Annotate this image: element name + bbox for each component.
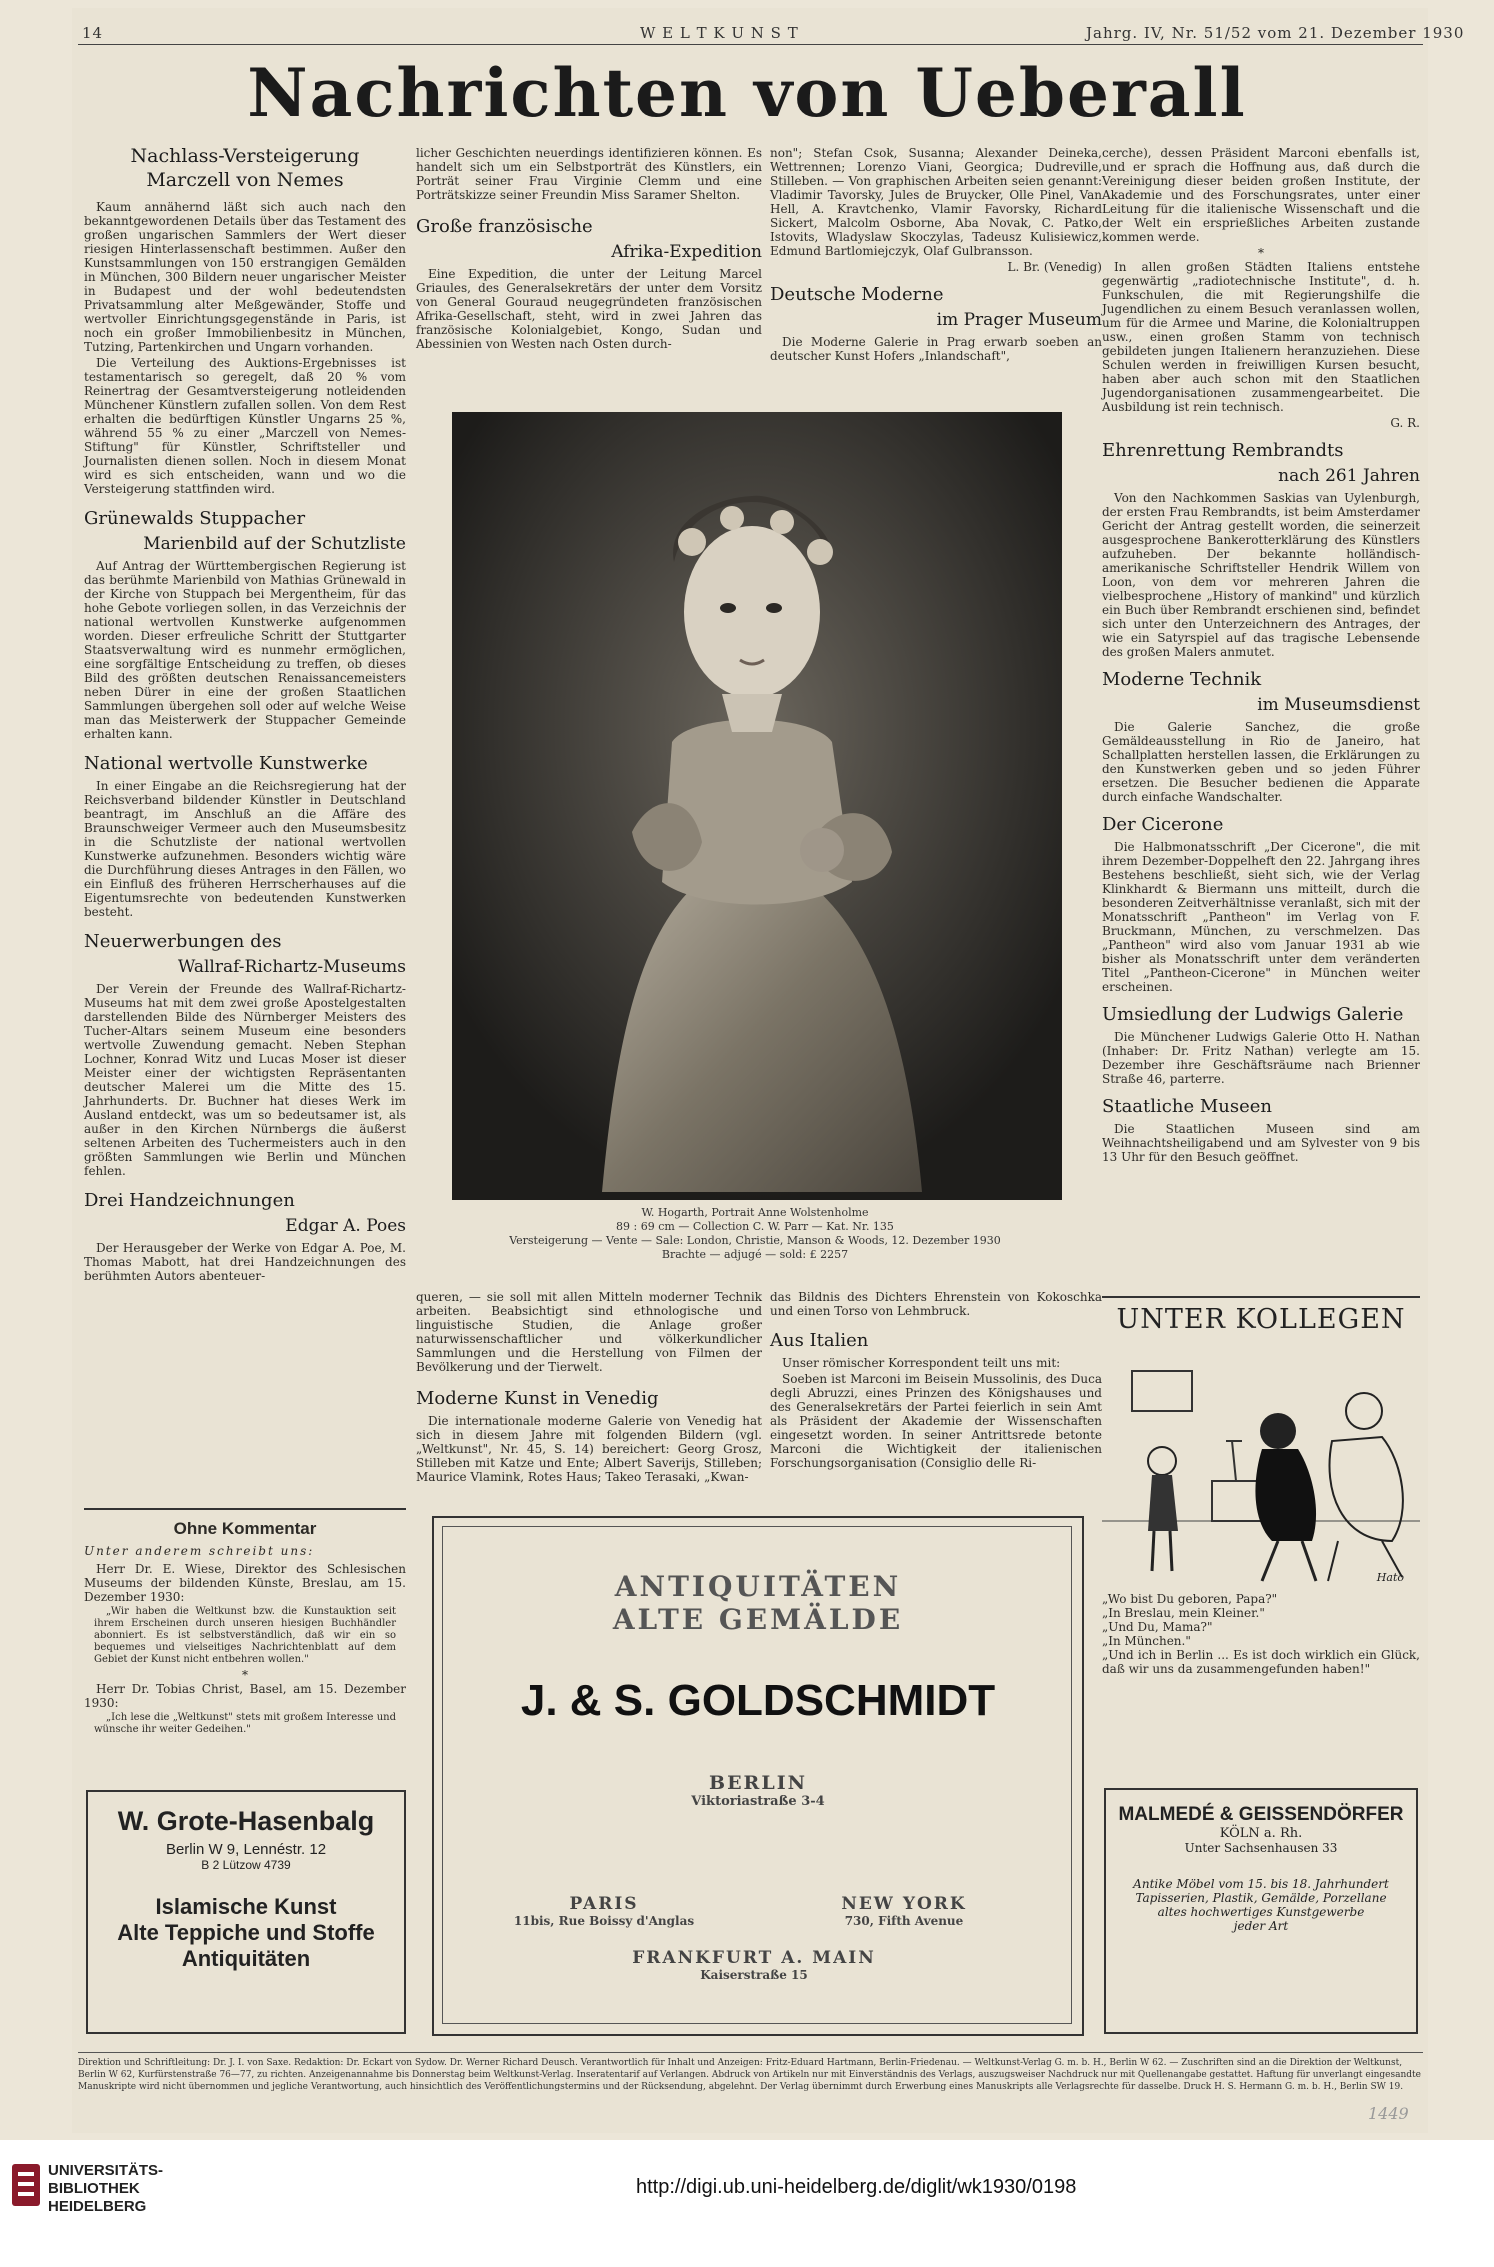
library-name-line: UNIVERSITÄTS- (48, 2162, 164, 2179)
handwritten-note: 1449 (1368, 2104, 1409, 2123)
ad-city-address: 730, Fifth Avenue (844, 1914, 964, 1928)
ad-city-address: Viktoriastraße 3-4 (691, 1794, 825, 1809)
portrait-photo (452, 412, 1062, 1200)
ad-phone: B 2 Lützow 4739 (201, 1858, 291, 1872)
ad-line: Alte Teppiche und Stoffe (117, 1920, 375, 1945)
ad-city-address: Kaiserstraße 15 (700, 1968, 808, 1982)
article-paragraph: Auf Antrag der Württembergischen Regierung ist das berühmte Marienbild von Mathias Grünewald in der Kirche von Stuppach bei Mergentheim, für das hohe Gebote vorliegen sollen, in das Verzeichnis der national wertvollen Kunstwerke aufgenommen worden. Dieser erfreuliche Schritt der Stuttgarter Staatsverwaltung wird es nunmehr ermöglichen, eine sorgfältige Entscheidung zu treffen, ob dieses Bild des größten deutschen Renaissancemeisters neben Dürer in eine der großen Staatlichen Sammlungen übergehen soll oder auf welche Weise man das Meisterwerk der Stuppacher Gemeinde erhalten kann. (84, 559, 406, 741)
article-title: Große französische (416, 216, 593, 237)
ad-line: Antike Möbel vom 15. bis 18. Jahrhundert (1133, 1877, 1389, 1891)
library-seal-icon (8, 2160, 44, 2210)
picture-frame-icon (1132, 1371, 1192, 1411)
article-subtitle: Afrika-Expedition (611, 242, 762, 262)
article-paragraph: licher Geschichten neuerdings identifizieren können. Es handelt sich um ein Selbstporträt des Künstlers, ein Porträt seiner Frau Virginie Clemm und eine Porträtskizze seiner Freundin Miss Saramer Shelton. (416, 146, 762, 202)
article-paragraph: Die Verteilung des Auktions-Ergebnisses ist testamentarisch so geregelt, daß 20 % vom Reinertrag der Gesamtversteigerung notleidenden Münchener Künstlern zufallen sollen. Von dem Rest erhalten die bedürftigen Künstler Ungarns 25 %, während 55 % zu einer „Marczell von Nemes-Stiftung" für Künstler, Schriftsteller und Journalisten dienen sollen. Noch in diesem Monat wird es sich entscheiden, wann und wo die Versteigerung stattfinden wird. (84, 356, 406, 496)
ad-branch-frankfurt (594, 1948, 914, 1982)
box-title: Ohne Kommentar (173, 1519, 317, 1538)
article-paragraph: non"; Stefan Csok, Susanna; Alexander Deineka, Wettrennen; Lorenzo Viani, Georgica; Dudreville, Stilleben. — Von graphischen Arbeiten seien genannt: Vladimir Tavorsky, Jules de Bruycker, Olle Pinel, Van Hell, A. Kravtchenko, Vlamir Favorsky, Richard Sickert, Malcolm Osborne, Aba Novak, C. Patko, Istovits, Wladyslaw Skoczylas, Tadeusz Kulisiewicz, Edmund Bartlomiejczyk, Olaf Gulbransson. (770, 146, 1102, 258)
column-3-top (770, 146, 1102, 365)
ad-address: Berlin W 9, Lennéstr. 12 (165, 1841, 327, 1858)
article-paragraph: Die Münchener Ludwigs Galerie Otto H. Nathan (Inhaber: Dr. Fritz Nathan) verlegte am 15. Dezember ihre Geschäftsräume nach Brienner Straße 46, parterre. (1102, 1030, 1420, 1086)
caption-line: W. Hogarth, Portrait Anne Wolstenholme (641, 1206, 869, 1219)
article-subtitle: Edgar A. Poes (285, 1216, 406, 1236)
column-1 (84, 144, 406, 1285)
ad-city: BERLIN (709, 1772, 807, 1794)
article-paragraph: Soeben ist Marconi im Beisein Mussolinis, des Duca degli Abruzzi, eines Prinzen des Königshauses und des Generalsekretärs der Partei feierlich in sein Amt als Präsident der Akademie der Wissenschaften eingesetzt worden. In seiner Antrittsrede betonte Marconi die Wichtigkeit der italienischen Forschungsorganisation (Consiglio delle Ri- (770, 1372, 1102, 1470)
ad-company-name: W. Grote-Hasenbalg (117, 1806, 375, 1836)
cartoon-section (1102, 1296, 1420, 1676)
article-title: Grünewalds Stuppacher (84, 508, 306, 529)
separator-star: * (1258, 246, 1264, 260)
article-title: Moderne Kunst in Venedig (416, 1388, 659, 1409)
ad-line: Antiquitäten (181, 1946, 311, 1971)
ad-company-name: MALMEDÉ & GEISSENDÖRFER (1118, 1804, 1404, 1825)
article-paragraph: Die Staatlichen Museen sind am Weihnachtsheiligabend und am Sylvester von 9 bis 13 Uhr für den Besuch geöffnet. (1102, 1122, 1420, 1164)
ad-line: Islamische Kunst (155, 1894, 337, 1919)
dialogue-line: „In Breslau, mein Kleiner." (1102, 1606, 1265, 1620)
box-quote: „Ich lese die „Weltkunst" stets mit großem Interesse und wünsche ihr weiter Gedeihen." (94, 1712, 396, 1735)
column-2-top (416, 146, 762, 353)
article-paragraph: Eine Expedition, die unter der Leitung Marcel Griaules, des Generalsekretärs der unter dem Vorsitz von General Gouraud neugegründeten französischen Afrika-Gesellschaft, steht, wird in zwei Jahren das französische Kolonialgebiet, Kongo, Sudan und Abessinien von Westen nach Osten durch- (416, 267, 762, 351)
column-4 (1102, 146, 1420, 1166)
ad-city-address: 11bis, Rue Boissy d'Anglas (513, 1914, 695, 1928)
dialogue-line: „In München." (1102, 1634, 1191, 1648)
box-subtitle: Unter anderem schreibt uns: (84, 1544, 315, 1558)
dialogue-line: „Und Du, Mama?" (1102, 1620, 1213, 1634)
ohne-kommentar-box (84, 1508, 406, 1738)
article-title: Staatliche Museen (1102, 1096, 1272, 1117)
box-paragraph: Herr Dr. E. Wiese, Direktor des Schlesischen Museums der bildenden Künste, Breslau, am 15. Dezember 1930: (84, 1562, 406, 1604)
ad-city: FRANKFURT A. MAIN (632, 1948, 876, 1968)
article-paragraph: queren, — sie soll mit allen Mitteln moderner Technik arbeiten. Beabsichtigt sind ethnologische und linguistische Studien, die Anlage großer naturwissenschaftlicher und völkerkundlicher Sammlungen und die Herstellung von Filmen der Bevölkerung und der Tierwelt. (416, 1290, 762, 1374)
article-title: Ehrenrettung Rembrandts (1102, 440, 1344, 461)
author-signature: G. R. (1390, 416, 1420, 430)
article-subtitle: Wallraf-Richartz-Museums (177, 957, 406, 977)
caption-line: 89 : 69 cm — Collection C. W. Parr — Kat. Nr. 135 (616, 1220, 894, 1233)
separator-star: * (242, 1668, 248, 1682)
article-title: Aus Italien (770, 1330, 869, 1351)
article-paragraph: In allen großen Städten Italiens entstehe gegenwärtig „radiotechnische Institute", d. h. Funkschulen, die mit Regierungshilfe die Jugendlichen zu einem Besuch veranlassen wollen, um für die Armee und Marine, die Kolonialtruppen usw., einen großen Stamm von technisch gebildeten jungen Italienern heranzuziehen. Diese Schulen werden in freiwilligen Kursen besucht, haben aber auch schon mit den Staatlichen Jugendorganisationen zusammengearbeitet. Die Ausbildung ist rein technisch. (1102, 260, 1420, 414)
article-title: Drei Handzeichnungen (84, 1190, 295, 1211)
photo-caption (430, 1206, 1080, 1262)
ad-line: altes hochwertiges Kunstgewerbe (1157, 1905, 1365, 1919)
column-3-bottom (770, 1290, 1102, 1472)
article-title: Nachlass-Versteigerung (130, 145, 360, 167)
article-paragraph: Die Halbmonatsschrift „Der Cicerone", die mit ihrem Dezember-Doppelheft den 22. Jahrgang ihres Bestehens beschließt, sieht sich, wie der Verlag Klinkhardt & Biermann uns mitteilt, durch die besonderen Zeitverhältnisse veranlaßt, sich mit der Monatsschrift „Pantheon" im Verlag von F. Bruckmann, München, zu verschmelzen. Das „Pantheon" wird also vom Januar 1931 ab wie bisher als Monatsschrift unter dem veränderten Titel „Pantheon-Cicerone" in München weiter erscheinen. (1102, 840, 1420, 994)
masthead: Nachrichten von Ueberall (247, 54, 1247, 132)
author-signature: L. Br. (Venedig) (1007, 260, 1102, 274)
article-title: Moderne Technik (1102, 669, 1262, 690)
imprint: Direktion und Schriftleitung: Dr. J. I. von Saxe. Redaktion: Dr. Eckart von Sydow. Dr. Werner Richard Deusch. Verantwortlich für Inhalt und Anzeigen: Fritz-Eduard Hartmann, Berlin-Friedenau. — Weltkunst-Verlag G. m. b. H., Berlin W 62. — Zuschriften sind an die Direktion der Weltkunst, Berlin W 62, Kurfürstenstraße 76—77, zu richten. Anzeigenannahme bis Donnerstag beim Weltkunst-Verlag. Inseratentarif auf Verlangen. Abdruck von Artikeln nur mit Einverständnis des Verlags, auszugsweiser Nachdruck nur mit Quellenangabe gestattet. Haftung für unverlangt eingesandte Manuskripte wird nicht übernommen und jegliche Verantwortung, auch hinsichtlich des Veröffentlichungstermins und der Rücksendung, abgelehnt. Der Verlag übernimmt durch Erwerbung eines Manuskripts alle Verlagsrechte für dasselbe. Druck H. S. Hermann G. m. b. H., Berlin SW 19. (78, 2052, 1423, 2093)
permalink[interactable]: http://digi.ub.uni-heidelberg.de/diglit/wk1930/0198 (636, 2176, 1077, 2198)
article-subtitle: Marienbild auf der Schutzliste (143, 534, 406, 554)
cartoon-signature: Hato (1376, 1571, 1404, 1584)
page-number: 14 (82, 24, 104, 42)
ad-line: Tapisserien, Plastik, Gemälde, Porzellane (1135, 1891, 1387, 1905)
article-paragraph: Die internationale moderne Galerie von Venedig hat sich in diesem Jahre mit folgenden Bildern (vgl. „Weltkunst", Nr. 45, S. 14) bereichert: Georg Grosz, Stilleben mit Katze und Ente; Albert Saverijs, Stilleben; Maurice Vlamink, Rotes Haus; Takeo Terasaki, „Kwan- (416, 1414, 762, 1484)
malmede-ad (1104, 1788, 1418, 2034)
article-subtitle: im Prager Museum (936, 310, 1102, 330)
header-rule (78, 44, 1423, 45)
article-paragraph: das Bildnis des Dichters Ehrenstein von Kokoschka und einen Torso von Lehmbruck. (770, 1290, 1102, 1318)
article-paragraph: Unser römischer Korrespondent teilt uns mit: (782, 1356, 1061, 1370)
article-subtitle: nach 261 Jahren (1278, 466, 1420, 486)
column-2-bottom (416, 1290, 762, 1486)
article-subtitle: im Museumsdienst (1257, 695, 1420, 715)
article-title: Umsiedlung der Ludwigs Galerie (1102, 1004, 1404, 1025)
article-paragraph: cerche), dessen Präsident Marconi ebenfalls ist, und er sprach die Hoffnung aus, daß durch die Vereinigung dieser beiden großen Institute, der Akademie und des Forschungsrates, unter einer Leitung für die italienische Wissenschaft und die der Welt ein ersprießliches Arbeiten zustande kommen werde. (1102, 146, 1420, 244)
goldschmidt-ad (432, 1516, 1084, 2036)
cartoon-dialogue (1102, 1592, 1420, 1676)
article-title: Der Cicerone (1102, 814, 1224, 835)
library-name (48, 2162, 163, 2216)
ad-company-name: J. & S. GOLDSCHMIDT (520, 1676, 996, 1725)
ad-heading: ALTE GEMÄLDE (612, 1603, 904, 1636)
ad-address: Unter Sachsenhausen 33 (1184, 1841, 1338, 1855)
caption-line: Versteigerung — Vente — Sale: London, Christie, Manson & Woods, 12. Dezember 1930 (509, 1234, 1001, 1247)
ad-heading: ANTIQUITÄTEN (614, 1570, 902, 1603)
article-subtitle: Marczell von Nemes (146, 169, 344, 191)
caption-line: Brachte — adjugé — sold: £ 2257 (661, 1248, 849, 1261)
article-title: Deutsche Moderne (770, 284, 944, 305)
article-paragraph: Die Moderne Galerie in Prag erwarb soeben an deutscher Kunst Hofers „Inlandschaft", (770, 335, 1102, 363)
box-quote: „Wir haben die Weltkunst bzw. die Kunstauktion seit ihrem Erscheinen durch unseren hiesigen Buchhändler abonniert. Es ist selbstverständlich, daß wir ein so bequemes und vielseitiges Nachrichtenblatt auf dem Gebiet der Kunst nicht entbehren wollen." (94, 1606, 396, 1665)
library-name-line: HEIDELBERG (48, 2198, 147, 2215)
library-footer (0, 2140, 1494, 2267)
ad-branch-newyork (794, 1894, 1014, 1928)
article-title: National wertvolle Kunstwerke (84, 753, 368, 774)
issue-info: Jahrg. IV, Nr. 51/52 vom 21. Dezember 1930 (1086, 24, 1465, 42)
library-name-line: BIBLIOTHEK (48, 2180, 140, 2197)
journal-title: W E L T K U N S T (640, 24, 799, 42)
portrait-illustration (452, 412, 1062, 1200)
article-paragraph: Kaum annähernd läßt sich auch nach den bekanntgewordenen Details über das Testament des großen ungarischen Sammlers der Wert dieser riesigen Hinterlassenschaft bestimmen. Außer den Kunstsammlungen von 150 erstrangigen Gemälden in München, 300 Bildern neuer ungarischer Meister in Budapest und der wohl bedeutendsten Privatsammlung alter Meßgewänder, Stoffe und wertvoller Einrichtungsgegenstände in Paris, ist noch ein großer Immobilienbesitz in München, Tutzing, Partenkirchen und Ungarn vorhanden. (84, 200, 406, 354)
ad-line: jeder Art (1233, 1919, 1289, 1933)
ad-city: PARIS (569, 1894, 639, 1914)
dialogue-line: „Und ich in Berlin ... Es ist doch wirklich ein Glück, daß wir uns da zusammengefunden haben!" (1102, 1648, 1420, 1676)
article-paragraph: Die Galerie Sanchez, die große Gemäldeausstellung in Rio de Janeiro, hat Schallplatten herstellen lassen, die Erklärungen zu den Kunstwerken geben und so jeden Führer ersetzen. Die Besucher bedienen die Apparate durch einfache Wandschalter. (1102, 720, 1420, 804)
article-paragraph: In einer Eingabe an die Reichsregierung hat der Reichsverband bildender Künstler in Deutschland beantragt, im Anschluß an die Affäre des Braunschweiger Vermeer auch den Museumsbesitz in die Schutzliste der national wertvollen Kunstwerke aufzunehmen. Besonders wichtig wäre die Durchführung dieses Antrages in den Fällen, wo ein Einfluß des früheren Herrscherhauses auf die Eigentumsrechte von bedeutenden Kunstwerken besteht. (84, 779, 406, 919)
article-paragraph: Von den Nachkommen Saskias van Uylenburgh, der ersten Frau Rembrandts, ist beim Amsterdamer Gericht der Antrag gestellt worden, die seinerzeit ausgesprochene Bankerotterklärung des Künstlers aufzuheben. Der bekannte holländisch-amerikanische Schriftsteller Hendrik Willem von Loon, von dem vor mehreren Jahren die vielbesprochene „History of mankind" und kürzlich ein Buch über Rembrandt erschienen sind, befindet sich unter den Unterzeichnern des Antrages, der wie ein Satyrspiel auf das tragische Lebensende des großen Malers anmutet. (1102, 491, 1420, 659)
box-paragraph: Herr Dr. Tobias Christ, Basel, am 15. Dezember 1930: (84, 1682, 406, 1710)
cartoon-title: UNTER KOLLEGEN (1116, 1304, 1406, 1335)
ad-city: KÖLN a. Rh. (1219, 1826, 1303, 1841)
cartoon-drawing (1102, 1341, 1420, 1591)
dialogue-line: „Wo bist Du geboren, Papa?" (1102, 1592, 1278, 1606)
grote-hasenbalg-ad (86, 1790, 406, 2034)
ad-city: NEW YORK (841, 1894, 967, 1914)
ad-branch-paris (494, 1894, 714, 1928)
article-paragraph: Der Herausgeber der Werke von Edgar A. Poe, M. Thomas Mabott, hat drei Handzeichnungen des berühmten Autors abenteuer- (84, 1241, 406, 1283)
article-title: Neuerwerbungen des (84, 931, 282, 952)
article-paragraph: Der Verein der Freunde des Wallraf-Richartz-Museums hat mit dem zwei große Apostelgestalten darstellenden Bilde des Nürnberger Meisters des Tucher-Altars seinem Museum eine besonders wertvolle Zuwendung gemacht. Neben Stephan Lochner, Konrad Witz und Lucas Moser ist dieser Meister einer der wichtigsten Repräsentanten deutscher Malerei um die Mitte des 15. Jahrhunderts. Dr. Buchner hat dieses Werk im Ausland entdeckt, was um so bedeutsamer ist, als außer in den Kirchen Nürnbergs die äußerst seltenen Arbeiten des Tuchermeisters auch in den größten Sammlungen wie Berlin und München fehlen. (84, 982, 406, 1178)
